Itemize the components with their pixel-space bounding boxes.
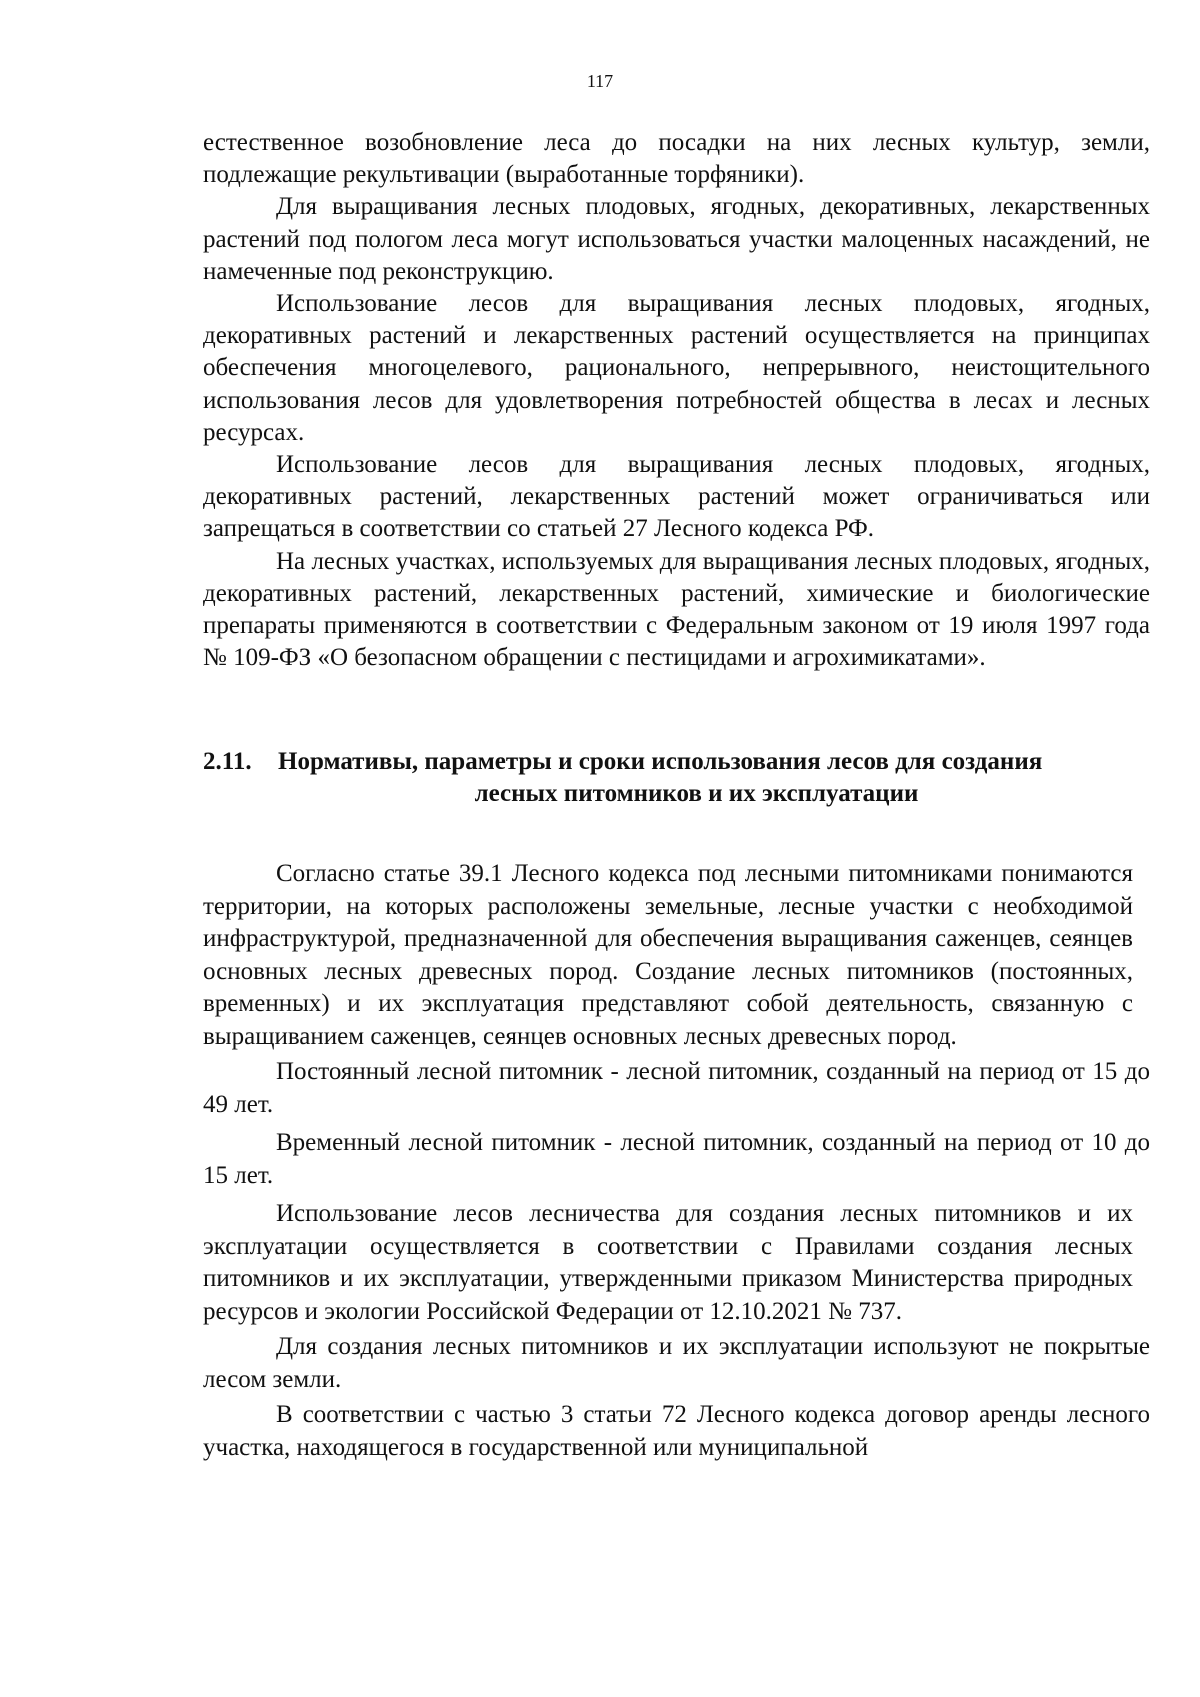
paragraph: Для выращивания лесных плодовых, ягодных, декоративных, лекарственных растений под пологом леса могут использоваться участки малоценных насаждений, не намеченные под реконструкцию. xyxy=(203,193,1150,285)
page-number: 117 xyxy=(586,71,614,91)
paragraph: На лесных участках, используемых для выращивания лесных плодовых, ягодных, декоративных растений, лекарственных растений, химические и биологические препараты применяются в соответствии с Федеральным законом от 19 июля 1997 года № 109-ФЗ «О безопасном обращении с пестицидами и агрохимикатами». xyxy=(203,547,1150,672)
paragraph: Использование лесов лесничества для создания лесных питомников и их эксплуатации осуществляется в соответствии с Правилами создания лесных питомников и их эксплуатации, утвержденными приказом Министерства природных ресурсов и экологии Российской Федерации от 12.10.2021 № 737. xyxy=(203,1200,1133,1325)
paragraph: Постоянный лесной питомник - лесной питомник, созданный на период от 15 до 49 лет. xyxy=(203,1058,1150,1118)
top-text-block xyxy=(203,127,1150,674)
section-title-line2: лесных питомников и их эксплуатации xyxy=(474,780,919,807)
paragraph: Использование лесов для выращивания лесных плодовых, ягодных, декоративных растений и лекарственных растений осуществляется на принципах обеспечения многоцелевого, рационального, непрерывного, неистощительного использования лесов для удовлетворения потребностей общества в лесах и лесных ресурсах. xyxy=(203,290,1150,446)
paragraph: Согласно статье 39.1 Лесного кодекса под лесными питомниками понимаются территории, на которых расположены земельные, лесные участки с необходимой инфраструктурой, предназначенной для обеспечения выращивания саженцев, сеянцев основных лесных древесных пород. Создание лесных питомников (постоянных, временных) и их эксплуатация представляют собой деятельность, связанную с выращиванием саженцев, сеянцев основных лесных древесных пород. xyxy=(203,860,1133,1050)
paragraph: Для создания лесных питомников и их эксплуатации используют не покрытые лесом земли. xyxy=(203,1333,1150,1393)
section-number: 2.11. xyxy=(203,748,252,775)
section-heading xyxy=(203,746,1150,810)
section-body xyxy=(203,858,1150,1464)
section-title-line1: Нормативы, параметры и сроки использования лесов для создания xyxy=(278,748,1043,775)
paragraph: естественное возобновление леса до посадки на них лесных культур, земли, подлежащие рекультивации (выработанные торфяники). xyxy=(203,129,1150,189)
paragraph: В соответствии с частью 3 статьи 72 Лесного кодекса договор аренды лесного участка, находящегося в государственной или муниципальной xyxy=(203,1401,1150,1461)
paragraph: Использование лесов для выращивания лесных плодовых, ягодных, декоративных растений, лекарственных растений может ограничиваться или запрещаться в соответствии со статьей 27 Лесного кодекса РФ. xyxy=(203,451,1150,543)
paragraph: Временный лесной питомник - лесной питомник, созданный на период от 10 до 15 лет. xyxy=(203,1129,1150,1189)
